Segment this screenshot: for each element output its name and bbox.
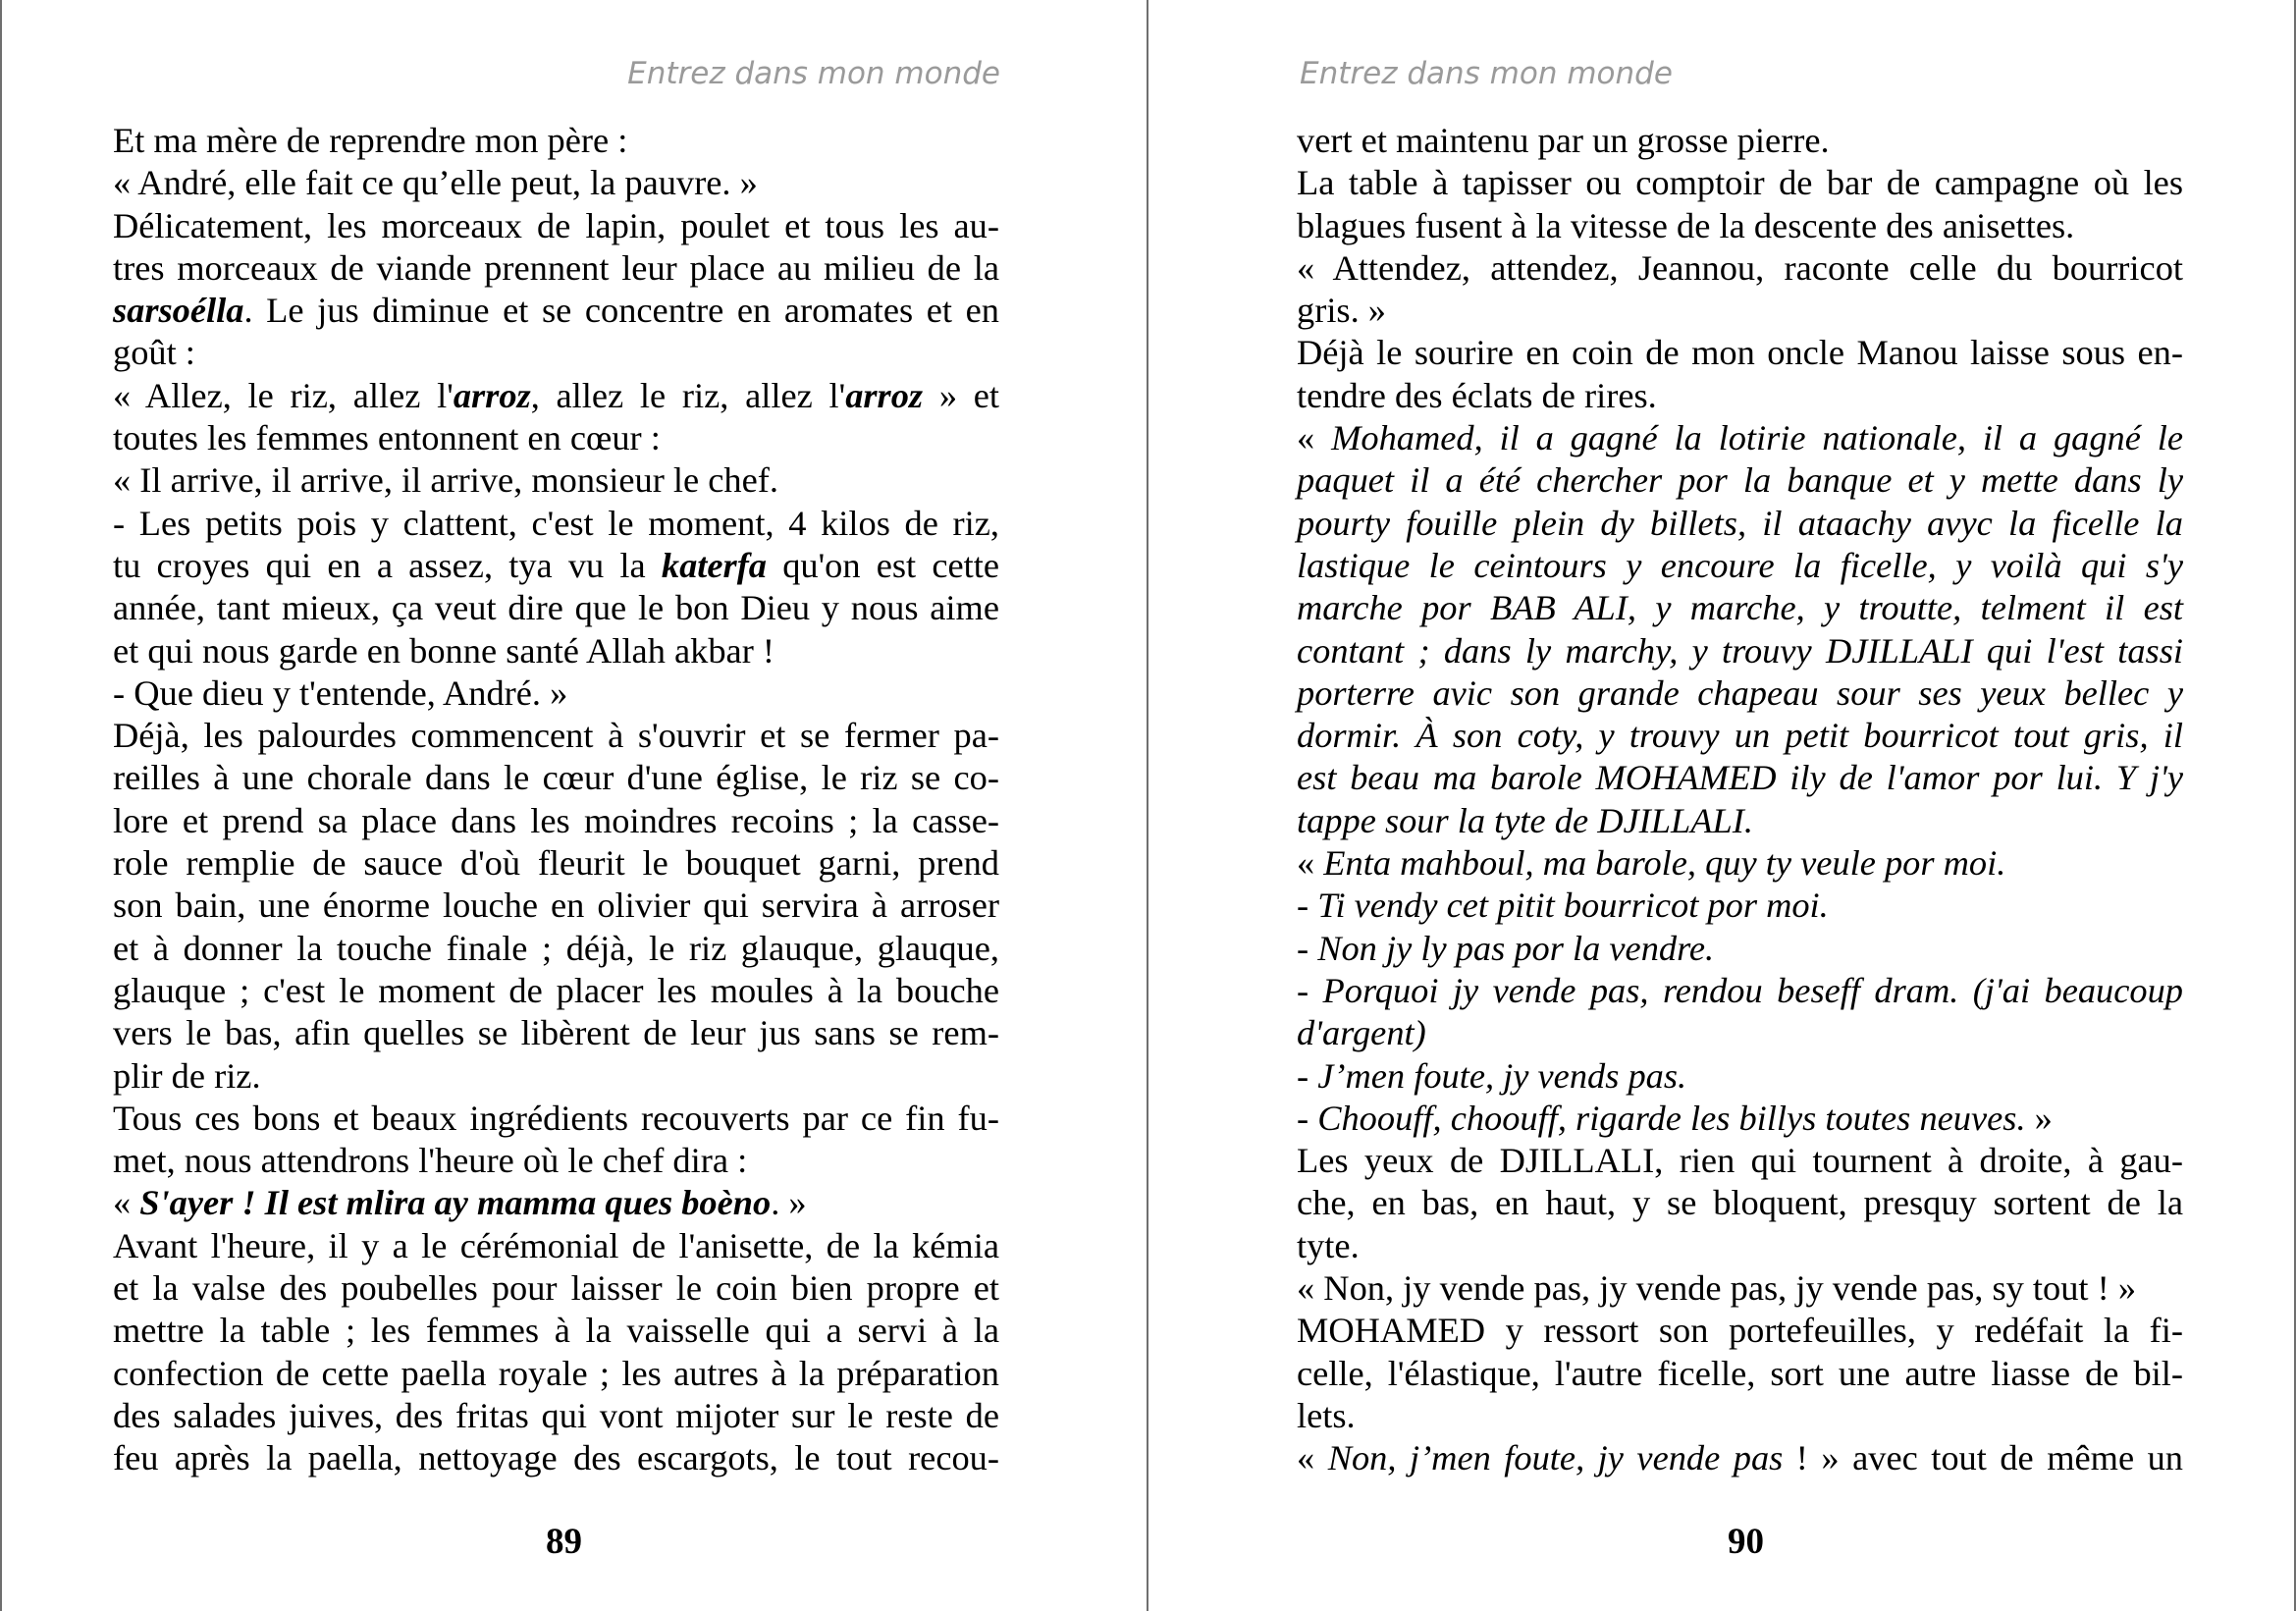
text-line	[113, 587, 999, 629]
text-run: Délicatement, les morceaux de lapin, poulet et tous les au-	[113, 205, 999, 245]
emphasis-text: Choouff, choouff, rigarde les billys toutes neuves.	[1317, 1098, 2026, 1138]
text-run: son bain, une énorme louche en olivier qui servira à arroser	[113, 886, 999, 926]
text-run: «	[113, 1183, 140, 1223]
text-run: « Allez, le riz, allez l'	[113, 375, 454, 415]
running-header: Entrez dans mon monde	[1300, 56, 1673, 91]
text-line	[1297, 928, 2183, 970]
emphasis-text: sarsoélla	[113, 291, 244, 331]
text-run: -	[1297, 928, 1318, 968]
text-run: , allez le riz, allez l'	[530, 375, 846, 415]
text-run: -	[1297, 1055, 1318, 1096]
text-run: Tous ces bons et beaux ingrédients recouverts par ce fin fu-	[113, 1098, 999, 1138]
text-run: goût :	[113, 333, 195, 373]
text-line	[113, 120, 999, 162]
text-run: - Les petits pois y clattent, c'est le moment, 4 kilos de riz,	[113, 503, 999, 543]
text-run: reilles à une chorale dans le cœur d'une église, le riz se co-	[113, 758, 999, 798]
text-line	[1297, 205, 2183, 247]
text-line	[1297, 1310, 2183, 1352]
text-run: vers le bas, afin quelles se libèrent de leur jus sans se rem-	[113, 1013, 999, 1053]
text-run: tres morceaux de viande prennent leur place au milieu de la	[113, 247, 999, 288]
text-line	[1297, 1140, 2183, 1182]
text-run: «	[1297, 1438, 1328, 1478]
text-line	[113, 928, 999, 970]
text-line	[113, 247, 999, 290]
text-run: qu'on est cette	[767, 545, 999, 585]
text-run: et la valse des poubelles pour laisser le coin bien propre et	[113, 1268, 999, 1309]
text-line	[113, 503, 999, 545]
text-line	[1297, 715, 2183, 757]
text-line	[1297, 1225, 2183, 1267]
text-run: che, en bas, en haut, y se bloquent, presquy sortent de la	[1297, 1183, 2183, 1223]
text-run: tendre des éclats de rires.	[1297, 375, 1657, 415]
text-line	[113, 459, 999, 502]
running-header: Entrez dans mon monde	[627, 56, 1000, 91]
text-line	[1297, 332, 2183, 374]
text-line	[1297, 1437, 2183, 1479]
emphasis-text: Mohamed, il a gagné la lotirie nationale, il a gagné le	[1331, 418, 2183, 458]
emphasis-text: Porquoi jy vende pas, rendou beseff dram. (j'ai beaucoup	[1322, 970, 2183, 1010]
text-line	[1297, 885, 2183, 927]
text-line	[113, 1225, 999, 1267]
text-line	[1297, 247, 2183, 290]
text-run: « Attendez, attendez, Jeannou, raconte celle du bourricot	[1297, 247, 2183, 288]
emphasis-text: Non, j’men foute, jy vende pas	[1327, 1438, 1784, 1478]
text-run: et à donner la touche finale ; déjà, le riz glauque, glauque,	[113, 928, 999, 968]
text-run: celle, l'élastique, l'autre ficelle, sort une autre liasse de bil-	[1297, 1353, 2183, 1393]
text-run: gris. »	[1297, 291, 1386, 331]
text-line	[1297, 1395, 2183, 1437]
text-line	[1297, 1353, 2183, 1395]
text-line	[113, 800, 999, 842]
text-line	[113, 757, 999, 799]
emphasis-text: porterre avic son grande chapeau sour ses yeux bellec y	[1297, 672, 2183, 713]
text-line	[1297, 842, 2183, 885]
text-line	[113, 1395, 999, 1437]
text-line	[1297, 587, 2183, 629]
emphasis-text: tappe sour la tyte de DJILLALI.	[1297, 800, 1753, 840]
page-body	[1297, 120, 2183, 1480]
text-run: «	[1297, 843, 1324, 884]
text-run: plir de riz.	[113, 1055, 261, 1096]
text-run: Déjà le sourire en coin de mon oncle Manou laisse sous en-	[1297, 333, 2183, 373]
emphasis-text: paquet il a été chercher por la banque et y mette dans ly	[1297, 460, 2183, 501]
text-run: -	[1297, 970, 1323, 1010]
text-run: met, nous attendrons l'heure où le chef dira :	[113, 1141, 748, 1181]
text-line	[113, 1098, 999, 1140]
text-run: blagues fusent à la vitesse de la descente des anisettes.	[1297, 205, 2075, 245]
text-line	[113, 162, 999, 204]
text-run: Les yeux de DJILLALI, rien qui tournent à droite, à gau-	[1297, 1141, 2183, 1181]
text-run: »	[2025, 1098, 2053, 1138]
text-line	[1297, 1098, 2183, 1140]
text-line	[113, 630, 999, 672]
right-page	[1148, 0, 2296, 1611]
page-number: 89	[546, 1522, 582, 1562]
text-run: tu croyes qui en a assez, tya vu la	[113, 545, 662, 585]
text-run: -	[1297, 1098, 1318, 1138]
text-line	[113, 885, 999, 927]
text-line	[113, 290, 999, 332]
text-line	[1297, 800, 2183, 842]
text-line	[113, 1267, 999, 1310]
emphasis-text: Enta mahboul, ma barole, quy ty veule por moi.	[1323, 843, 2006, 884]
text-run: . Le jus diminue et se concentre en aromates et en	[243, 291, 999, 331]
text-line	[113, 1012, 999, 1054]
text-line	[113, 417, 999, 459]
text-line	[113, 1182, 999, 1224]
text-run: « Il arrive, il arrive, il arrive, monsieur le chef.	[113, 460, 778, 501]
text-run: ! » avec tout de même un	[1783, 1438, 2183, 1478]
text-run: Déjà, les palourdes commencent à s'ouvrir et se fermer pa-	[113, 716, 999, 756]
emphasis-text: lastique le ceintours y encoure la ficelle, y voilà qui s'y	[1297, 545, 2183, 585]
text-line	[113, 375, 999, 417]
emphasis-text: S'ayer ! Il est mlira ay mamma ques boèno	[139, 1183, 772, 1223]
text-line	[1297, 630, 2183, 672]
text-line	[113, 205, 999, 247]
text-run: tyte.	[1297, 1225, 1360, 1265]
emphasis-text: d'argent)	[1297, 1013, 1426, 1053]
emphasis-text: Non jy ly pas por la vendre.	[1317, 928, 1715, 968]
page-number: 90	[1728, 1522, 1764, 1562]
text-line	[1297, 459, 2183, 502]
text-line	[113, 842, 999, 885]
text-run: La table à tapisser ou comptoir de bar de campagne où les	[1297, 163, 2183, 203]
text-line	[113, 1055, 999, 1098]
text-line	[1297, 417, 2183, 459]
text-line	[1297, 375, 2183, 417]
text-run: année, tant mieux, ça veut dire que le bon Dieu y nous aime	[113, 588, 999, 628]
emphasis-text: contant ; dans ly marchy, y trouvy DJILLALI qui l'est tassi	[1297, 630, 2183, 671]
text-run: -	[1297, 886, 1318, 926]
text-line	[1297, 672, 2183, 715]
text-line	[1297, 545, 2183, 587]
text-line	[1297, 120, 2183, 162]
text-run: «	[1297, 418, 1332, 458]
text-line	[113, 970, 999, 1012]
text-run: . »	[771, 1183, 807, 1223]
text-line	[1297, 1267, 2183, 1310]
text-run: MOHAMED y ressort son portefeuilles, y redéfait la fi-	[1297, 1311, 2183, 1351]
text-run: des salades juives, des fritas qui vont mijoter sur le reste de	[113, 1395, 999, 1435]
text-line	[1297, 290, 2183, 332]
text-run: Avant l'heure, il y a le cérémonial de l'anisette, de la kémia	[113, 1225, 999, 1265]
text-run: glauque ; c'est le moment de placer les moules à la bouche	[113, 970, 999, 1010]
page-body	[113, 120, 999, 1480]
text-run: » et	[923, 375, 1000, 415]
text-run: Et ma mère de reprendre mon père :	[113, 121, 628, 160]
text-line	[1297, 757, 2183, 799]
text-line	[113, 1140, 999, 1182]
text-run: confection de cette paella royale ; les autres à la préparation	[113, 1353, 999, 1393]
text-line	[113, 672, 999, 715]
text-line	[113, 715, 999, 757]
emphasis-text: marche por BAB ALI, y marche, y troutte, telment il est	[1297, 588, 2183, 628]
text-line	[113, 332, 999, 374]
emphasis-text: est beau ma barole MOHAMED ily de l'amor por lui. Y j'y	[1297, 758, 2183, 798]
text-line	[113, 545, 999, 587]
text-line	[1297, 970, 2183, 1012]
text-run: « André, elle fait ce qu’elle peut, la pauvre. »	[113, 163, 758, 203]
text-line	[113, 1353, 999, 1395]
emphasis-text: Ti vendy cet pitit bourricot por moi.	[1317, 886, 1829, 926]
emphasis-text: arroz	[453, 375, 531, 415]
text-line	[1297, 503, 2183, 545]
emphasis-text: arroz	[845, 375, 924, 415]
text-run: vert et maintenu par un grosse pierre.	[1297, 121, 1830, 160]
emphasis-text: J’men foute, jy vends pas.	[1317, 1055, 1687, 1096]
emphasis-text: pourty fouille plein dy billets, il ataachy avyc la ficelle la	[1297, 503, 2183, 543]
text-line	[1297, 1182, 2183, 1224]
text-line	[113, 1310, 999, 1352]
text-run: lore et prend sa place dans les moindres recoins ; la casse-	[113, 800, 999, 840]
text-line	[1297, 162, 2183, 204]
emphasis-text: katerfa	[661, 545, 768, 585]
text-run: mettre la table ; les femmes à la vaisselle qui a servi à la	[113, 1311, 999, 1351]
text-run: toutes les femmes entonnent en cœur :	[113, 418, 661, 458]
text-run: lets.	[1297, 1395, 1356, 1435]
text-run: - Que dieu y t'entende, André. »	[113, 672, 568, 713]
emphasis-text: dormir. À son coty, y trouvy un petit bourricot tout gris, il	[1297, 716, 2183, 756]
text-run: role remplie de sauce d'où fleurit le bouquet garni, prend	[113, 843, 999, 884]
text-line	[113, 1437, 999, 1479]
text-run: feu après la paella, nettoyage des escargots, le tout recou-	[113, 1438, 999, 1478]
text-line	[1297, 1055, 2183, 1098]
text-run: « Non, jy vende pas, jy vende pas, jy vende pas, sy tout ! »	[1297, 1268, 2137, 1309]
text-run: et qui nous garde en bonne santé Allah akbar !	[113, 630, 775, 671]
text-line	[1297, 1012, 2183, 1054]
